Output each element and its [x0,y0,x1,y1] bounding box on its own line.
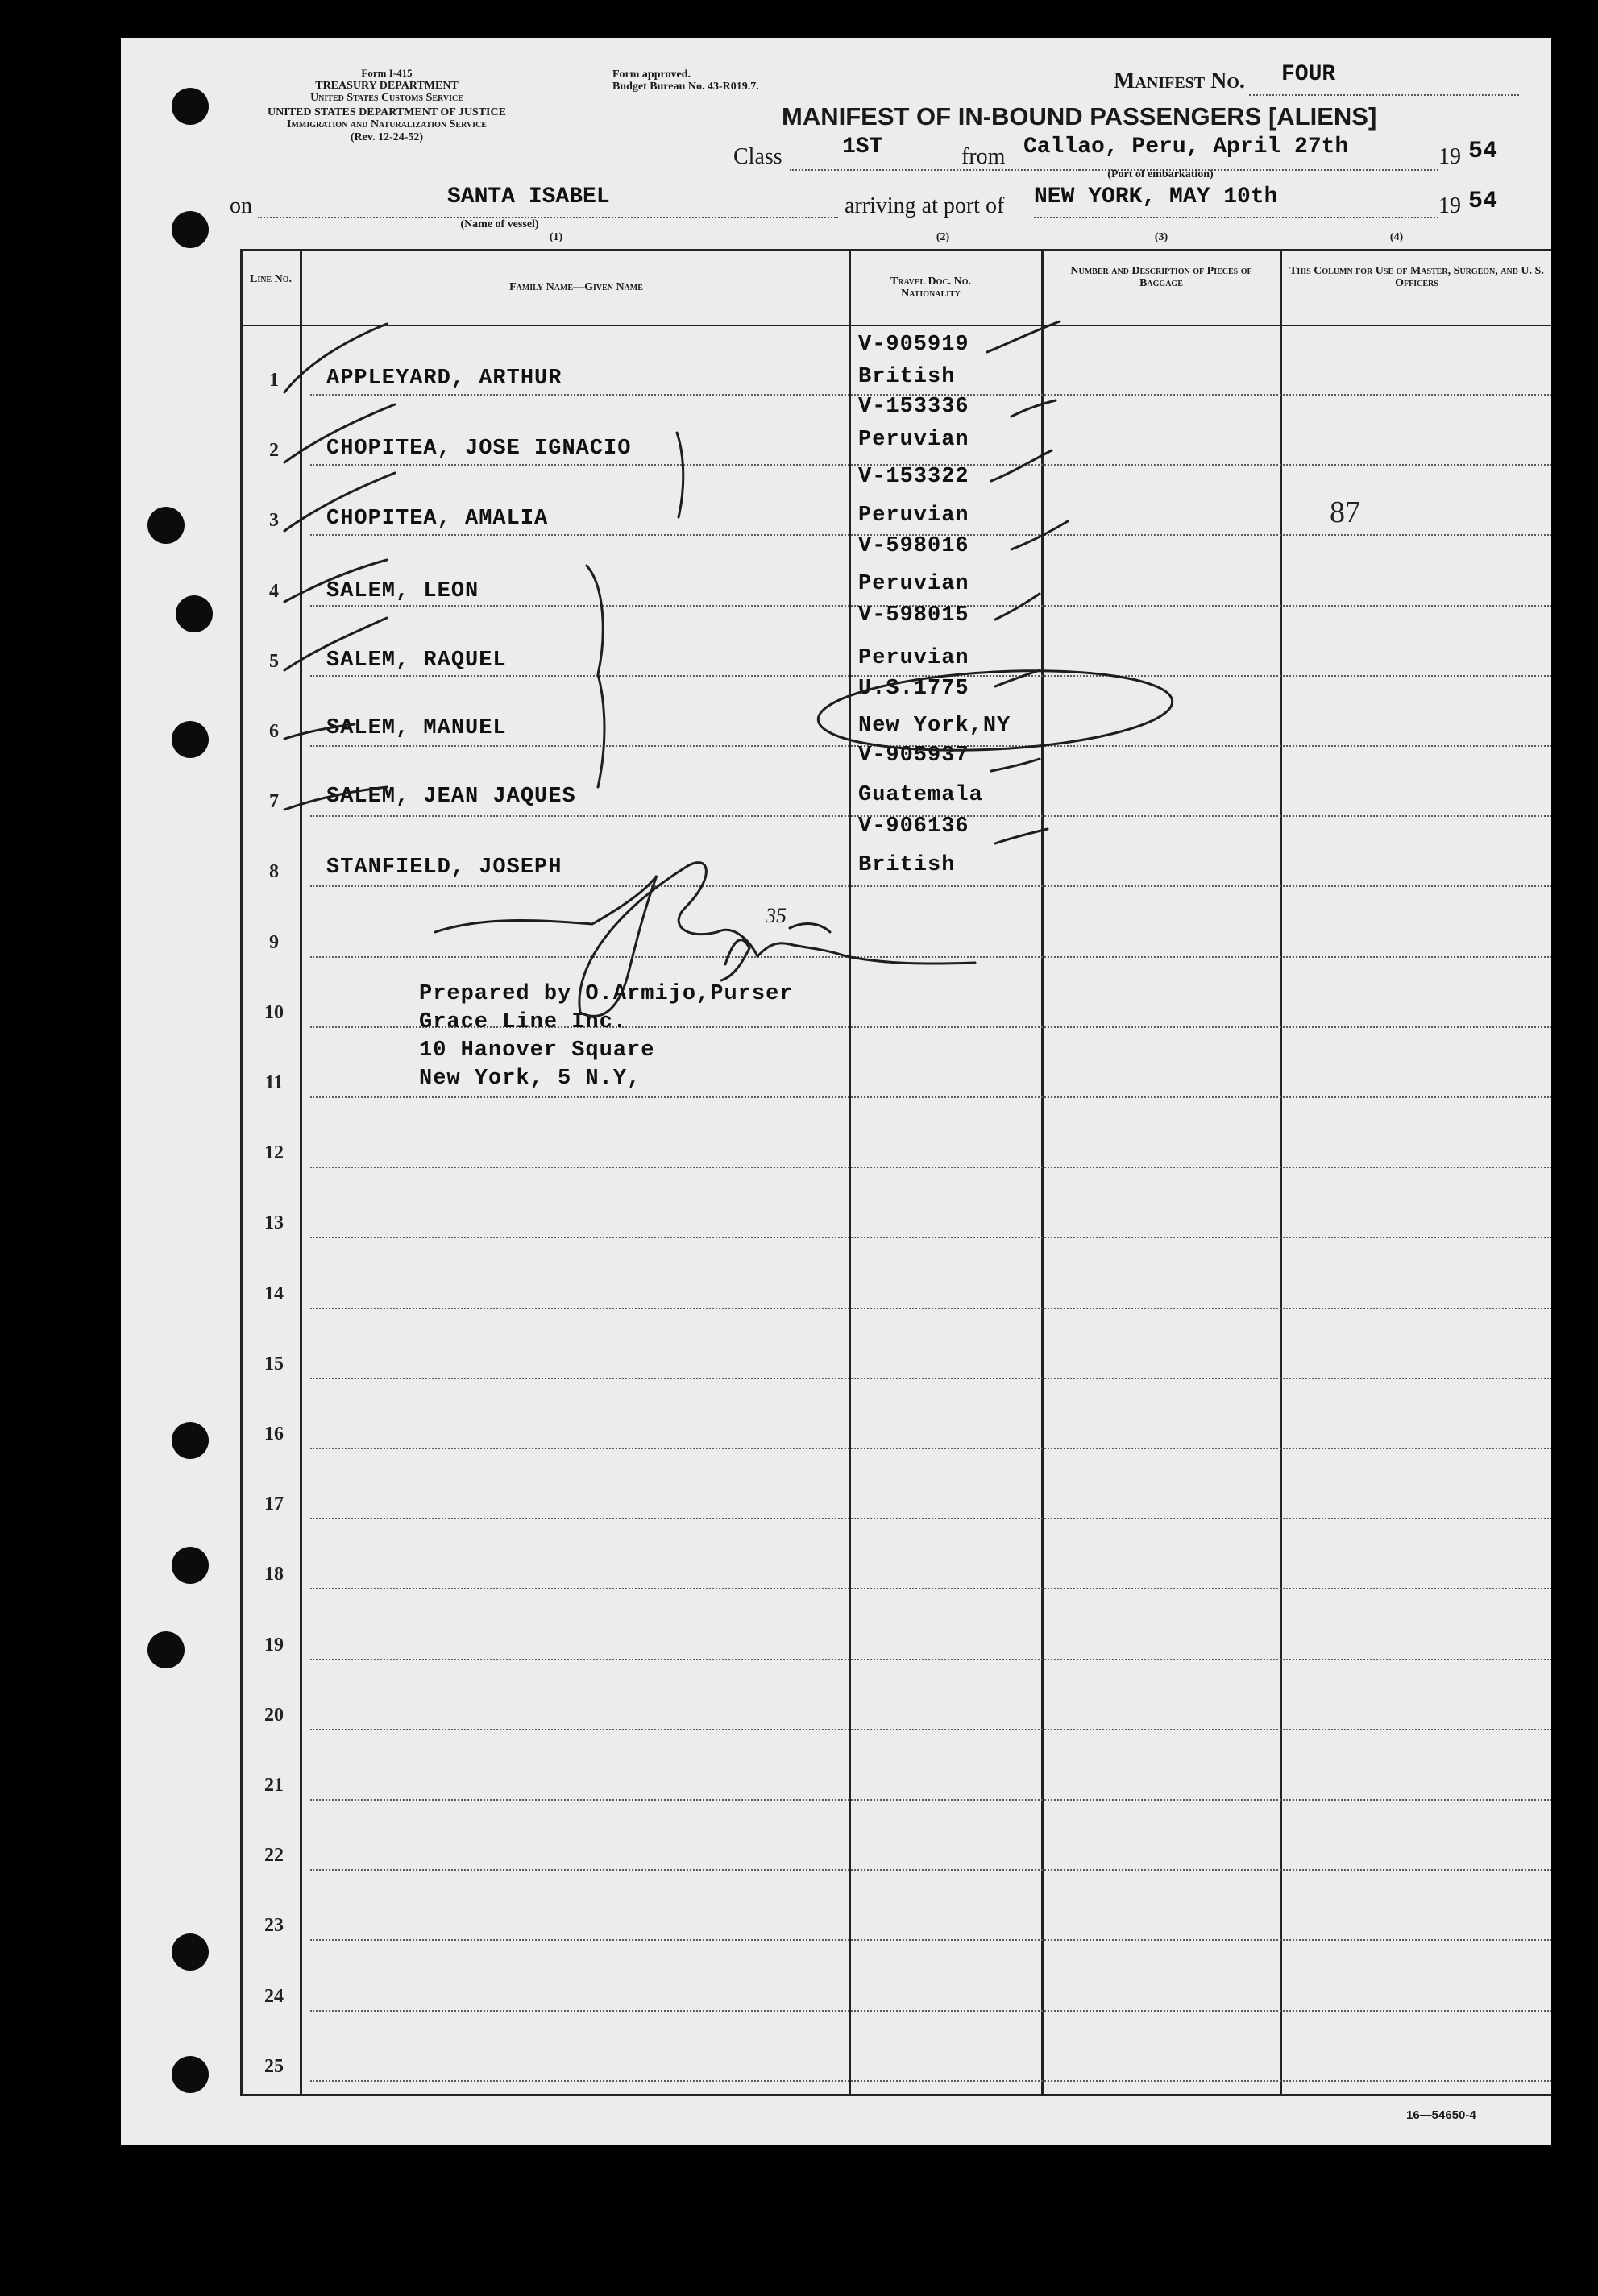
form-number: Form I-415 [361,67,413,79]
nationality: Peruvian [858,646,969,670]
signature-note: 35 [766,904,787,927]
nationality: Peruvian [858,504,969,528]
year2-prefix: 19 [1438,193,1461,218]
arrival-value: NEW YORK, MAY 10th [1034,184,1278,209]
column-number-3: (3) [1154,231,1168,243]
column-number-2: (2) [936,231,950,243]
manifest-sheet [121,38,1551,2145]
signature-scrawl [790,924,830,932]
line-number: 10 [264,1002,284,1023]
line-number: 16 [264,1424,284,1444]
class-label: Class [733,144,782,169]
travel-doc-number: V-598015 [858,603,969,628]
from-label: from [961,144,1006,169]
bracket-mark [677,433,683,517]
port-caption: (Port of embarkation) [1107,168,1214,180]
header-line-no: Line No. [249,273,292,285]
line-number: 19 [264,1635,284,1656]
check-mark [995,594,1040,620]
customs-label: United States Customs Service [310,92,463,104]
check-mark [284,473,395,531]
line-number: 6 [269,721,279,742]
justice-label: UNITED STATES DEPARTMENT OF JUSTICE [268,106,506,118]
passenger-name: CHOPITEA, JOSE IGNACIO [326,437,632,461]
line-number: 4 [269,581,279,602]
travel-doc-number: U.S.1775 [858,677,969,701]
check-mark [284,560,387,602]
header-travel-doc: Travel Doc. No. Nationality [890,276,972,300]
preparer-line: Prepared by O.Armijo,Purser [419,982,794,1006]
line-number: 15 [264,1353,284,1374]
budget-bureau: Budget Bureau No. 43-R019.7. [612,81,759,93]
line-number: 14 [264,1283,284,1304]
line-number: 18 [264,1564,284,1585]
form-code: 16—54650-4 [1406,2108,1476,2122]
check-mark [1011,400,1056,417]
passenger-name: SALEM, LEON [326,579,479,603]
vessel-caption: (Name of vessel) [460,218,539,230]
signature-scrawl [435,863,975,1017]
nationality: British [858,853,956,877]
treasury-label: TREASURY DEPARTMENT [315,80,459,92]
line-number: 20 [264,1705,284,1726]
line-number: 17 [264,1494,284,1515]
line-number: 7 [269,791,279,812]
passenger-name: APPLEYARD, ARTHUR [326,367,562,391]
year2-suffix: 54 [1468,188,1498,215]
nationality: New York,NY [858,714,1011,738]
travel-doc-number: V-905919 [858,333,969,357]
nationality: British [858,365,956,389]
line-number: 1 [269,370,279,391]
class-value: 1ST [842,135,883,160]
embarkation-value: Callao, Peru, April 27th [1023,135,1349,160]
column-number-1: (1) [549,231,563,243]
signature-scrawl [721,940,749,980]
preparer-line: Grace Line Inc. [419,1010,628,1034]
header-name: Family Name—Given Name [509,281,643,293]
line-number: 3 [269,510,279,531]
header-baggage: Number and Description of Pieces of Baggage [1070,265,1252,289]
nationality: Peruvian [858,572,969,596]
line-number: 25 [264,2056,284,2077]
manifest-title: MANIFEST OF IN-BOUND PASSENGERS [ALIENS] [782,102,1377,131]
check-mark [995,829,1048,843]
travel-doc-number: V-906136 [858,814,969,839]
line-number: 24 [264,1986,284,2007]
line-number: 2 [269,440,279,461]
officer-note: 87 [1330,495,1360,529]
check-mark [987,321,1060,352]
column-number-4: (4) [1389,231,1404,243]
handwriting-overlay [121,38,1551,2145]
passenger-name: SALEM, JEAN JAQUES [326,785,576,809]
line-number: 22 [264,1845,284,1866]
line-number: 11 [264,1072,284,1093]
nationality: Peruvian [858,428,969,452]
line-number: 5 [269,651,279,672]
travel-doc-number: V-153336 [858,395,969,419]
vessel-name: SANTA ISABEL [447,184,610,209]
check-mark [284,724,355,739]
form-approved: Form approved. [612,68,691,81]
travel-doc-number: V-598016 [858,534,969,558]
passenger-name: SALEM, MANUEL [326,716,507,740]
line-number: 12 [264,1142,284,1163]
check-mark [991,450,1052,481]
passenger-name: CHOPITEA, AMALIA [326,507,549,531]
check-mark [284,324,387,392]
check-mark [284,618,387,670]
check-mark [284,404,395,462]
check-mark [1011,521,1068,549]
line-number: 13 [264,1212,284,1233]
circle-mark [816,663,1174,759]
on-label: on [230,193,252,218]
arriving-label: arriving at port of [845,193,1005,218]
nationality: Guatemala [858,783,983,807]
line-number: 21 [264,1775,284,1796]
travel-doc-number: V-153322 [858,465,969,489]
year-prefix: 19 [1438,144,1461,169]
manifest-no-label: Manifest No. [1114,68,1245,93]
line-number: 8 [269,861,279,882]
passenger-name: STANFIELD, JOSEPH [326,856,562,880]
ins-label: Immigration and Naturalization Service [287,118,487,131]
travel-doc-number: V-905937 [858,744,969,768]
line-number: 23 [264,1915,284,1936]
year-suffix: 54 [1468,138,1498,165]
bracket-mark [587,566,604,787]
passenger-name: SALEM, RAQUEL [326,649,507,673]
preparer-line: New York, 5 N.Y, [419,1067,641,1091]
preparer-line: 10 Hanover Square [419,1038,655,1063]
line-number: 9 [269,932,279,953]
manifest-no-value: FOUR [1281,62,1336,87]
header-officers: This Column for Use of Master, Surgeon, and U. S. Officers [1289,265,1544,289]
revision-label: (Rev. 12-24-52) [350,131,424,143]
check-mark [991,759,1040,771]
check-mark [284,787,387,810]
